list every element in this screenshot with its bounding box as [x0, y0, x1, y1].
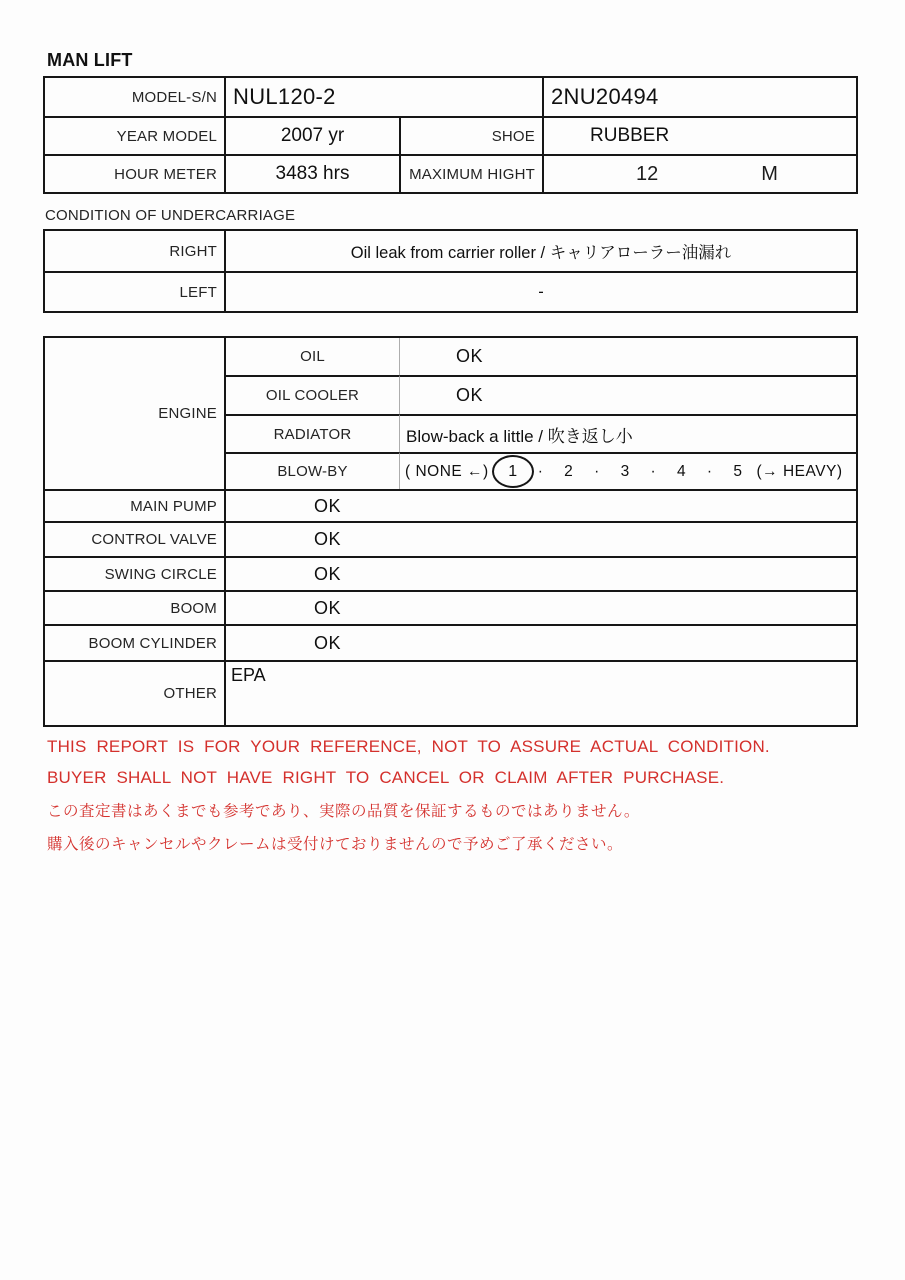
main-pump-label: MAIN PUMP [45, 489, 224, 521]
boom-cylinder-value: OK [224, 624, 856, 660]
spec-table [43, 76, 858, 194]
swing-circle-value: OK [224, 556, 856, 590]
disclaimer-line-2: BUYER SHALL NOT HAVE RIGHT TO CANCEL OR CLAIM AFTER PURCHASE. [47, 768, 725, 787]
boom-cylinder-label: BOOM CYLINDER [45, 624, 224, 660]
boom-label: BOOM [45, 590, 224, 624]
blowby-heavy-suffix: (→ HEAVY) [756, 462, 843, 480]
max-height-unit: M [761, 162, 778, 185]
other-value: EPA [224, 660, 856, 725]
blowby-scale-rest: · 2 · 3 · 4 · 5 [537, 462, 743, 480]
boom-value: OK [224, 590, 856, 624]
blowby-none-prefix: ( NONE ←) [405, 462, 489, 480]
undercarriage-table [43, 229, 858, 313]
swing-circle-label: SWING CIRCLE [45, 556, 224, 590]
year-model-label: YEAR MODEL [45, 116, 224, 154]
disclaimer-line-4: 購入後のキャンセルやクレームは受付けておりませんので予めご了承ください。 [47, 836, 624, 853]
other-label: OTHER [45, 660, 224, 725]
shoe-value: RUBBER [542, 116, 856, 154]
right-value: Oil leak from carrier roller / キャリアローラー油漏れ [224, 231, 856, 271]
right-label: RIGHT [169, 242, 217, 260]
model-value: NUL120-2 [224, 78, 542, 116]
engine-label: ENGINE [158, 405, 217, 422]
disclaimer-block [47, 737, 857, 865]
year-model-value: 2007 yr [224, 116, 399, 154]
main-pump-value: OK [224, 489, 856, 521]
undercarriage-heading: CONDITION OF UNDERCARRIAGE [45, 207, 296, 224]
disclaimer-line-1: THIS REPORT IS FOR YOUR REFERENCE, NOT TO ASSURE ACTUAL CONDITION. [47, 737, 770, 756]
max-height-label: MAXIMUM HIGHT [399, 154, 542, 192]
max-height-cell [542, 154, 856, 192]
page-title: MAN LIFT [47, 50, 133, 70]
oil-cooler-value: OK [399, 375, 856, 414]
control-valve-value: OK [224, 521, 856, 556]
radiator-label: RADIATOR [224, 414, 399, 452]
disclaimer-line-3: この査定書はあくまでも参考であり、実際の品質を保証するものではありません。 [47, 803, 640, 820]
control-valve-label: CONTROL VALVE [45, 521, 224, 556]
blowby-selected-rating: 1 [492, 455, 534, 488]
shoe-label: SHOE [399, 116, 542, 154]
oil-cooler-label: OIL COOLER [224, 375, 399, 414]
hour-meter-value: 3483 hrs [224, 154, 399, 192]
max-height-value: 12 [636, 162, 659, 185]
inspection-table [43, 336, 858, 727]
hour-meter-label: HOUR METER [45, 154, 224, 192]
oil-label: OIL [224, 338, 399, 375]
left-value: - [224, 271, 856, 311]
radiator-value: Blow-back a little / 吹き返し小 [399, 414, 856, 452]
serial-value: 2NU20494 [542, 78, 856, 116]
oil-value: OK [399, 338, 856, 375]
blowby-label: BLOW-BY [224, 452, 399, 489]
blowby-scale [399, 452, 856, 489]
model-sn-label: MODEL-S/N [131, 88, 217, 106]
left-label: LEFT [45, 271, 224, 311]
